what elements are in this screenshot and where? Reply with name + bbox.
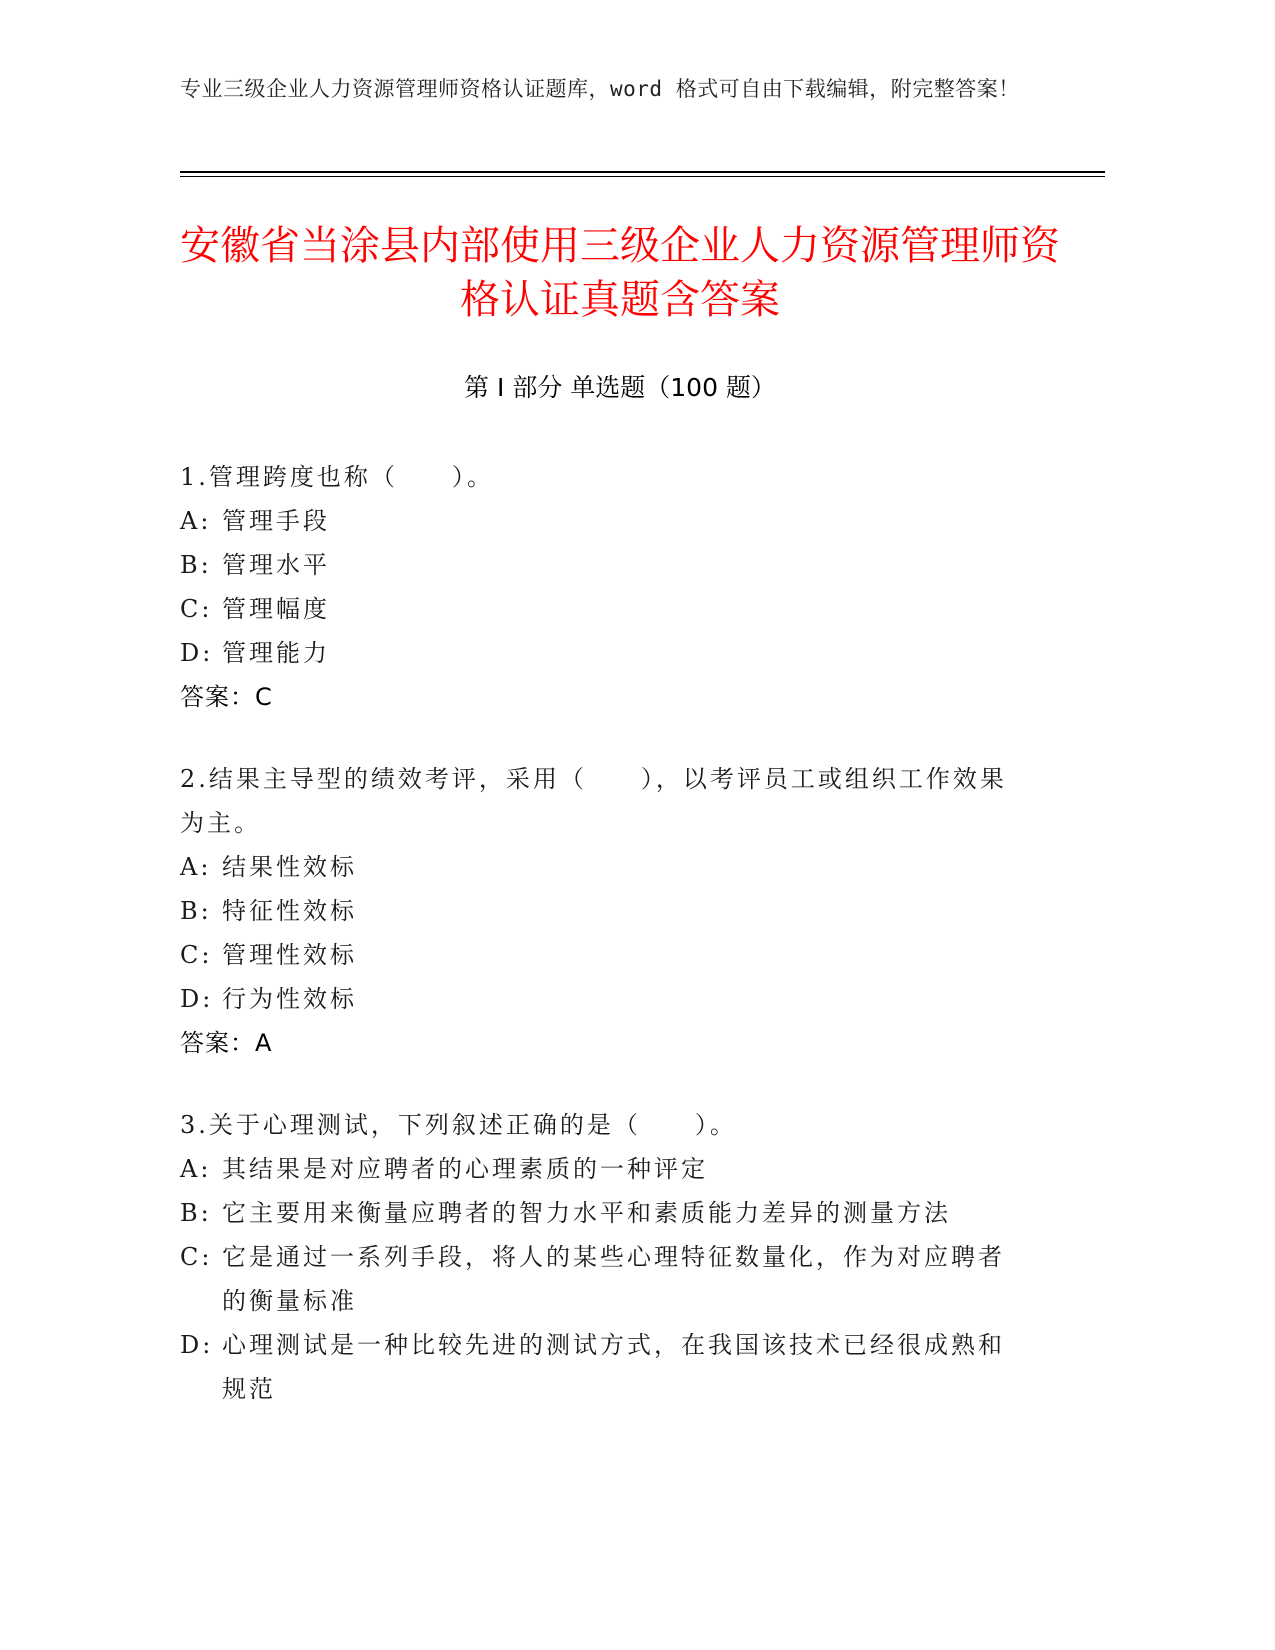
- option-letter: B:: [180, 551, 212, 579]
- option-letter: D:: [180, 1331, 214, 1359]
- option-b: [180, 889, 1030, 933]
- option-letter: D:: [180, 639, 214, 667]
- option-letter: C:: [180, 1243, 213, 1271]
- document-title: 安徽省当涂县内部使用三级企业人力资源管理师资格认证真题含答案: [180, 223, 1060, 323]
- option-text: 管理性效标: [222, 941, 357, 969]
- answer-line: 答案：C: [180, 683, 273, 711]
- option-a: [180, 499, 1030, 543]
- option-text: 结果性效标: [222, 853, 357, 881]
- option-text: 行为性效标: [222, 985, 357, 1013]
- answer-line: 答案：A: [180, 1029, 273, 1057]
- option-letter: B:: [180, 897, 212, 925]
- option-c: [180, 933, 1030, 977]
- header-rule-thick: [180, 171, 1105, 173]
- header-rule-thin: [180, 176, 1105, 177]
- question-2: [180, 757, 1030, 1065]
- option-letter: D:: [180, 985, 214, 1013]
- option-b: [180, 543, 1030, 587]
- option-c: [180, 587, 1030, 631]
- option-text: 特征性效标: [222, 897, 357, 925]
- option-letter: A:: [180, 1155, 212, 1183]
- option-d: [180, 1323, 1030, 1411]
- option-b: [180, 1191, 1030, 1235]
- question-1: [180, 455, 1030, 719]
- option-text: 管理手段: [222, 507, 330, 535]
- question-3: [180, 1103, 1030, 1411]
- header-note: 专业三级企业人力资源管理师资格认证题库，word 格式可自由下载编辑，附完整答案！: [180, 77, 1020, 101]
- option-letter: B:: [180, 1199, 212, 1227]
- question-stem: 1.管理跨度也称（ ）。: [180, 463, 494, 491]
- question-list: [180, 455, 1030, 1449]
- option-letter: A:: [180, 853, 212, 881]
- option-c: [180, 1235, 1030, 1323]
- option-text: 管理幅度: [222, 595, 330, 623]
- option-text: 它主要用来衡量应聘者的智力水平和素质能力差异的测量方法: [222, 1199, 951, 1227]
- section-heading: 第 I 部分 单选题（100 题）: [464, 373, 776, 402]
- option-letter: C:: [180, 941, 213, 969]
- option-text: 其结果是对应聘者的心理素质的一种评定: [222, 1155, 708, 1183]
- option-letter: A:: [180, 507, 212, 535]
- option-a: [180, 845, 1030, 889]
- option-d: [180, 977, 1030, 1021]
- option-d: [180, 631, 1030, 675]
- option-text: 心理测试是一种比较先进的测试方式，在我国该技术已经很成熟和规范: [222, 1331, 1005, 1403]
- option-a: [180, 1147, 1030, 1191]
- option-text: 管理能力: [222, 639, 330, 667]
- option-text: 管理水平: [222, 551, 330, 579]
- option-text: 它是通过一系列手段，将人的某些心理特征数量化，作为对应聘者的衡量标准: [222, 1243, 1005, 1315]
- question-stem: 3.关于心理测试，下列叙述正确的是（ ）。: [180, 1111, 737, 1139]
- question-stem: 2.结果主导型的绩效考评，采用（ ），以考评员工或组织工作效果为主。: [180, 765, 1007, 837]
- option-letter: C:: [180, 595, 213, 623]
